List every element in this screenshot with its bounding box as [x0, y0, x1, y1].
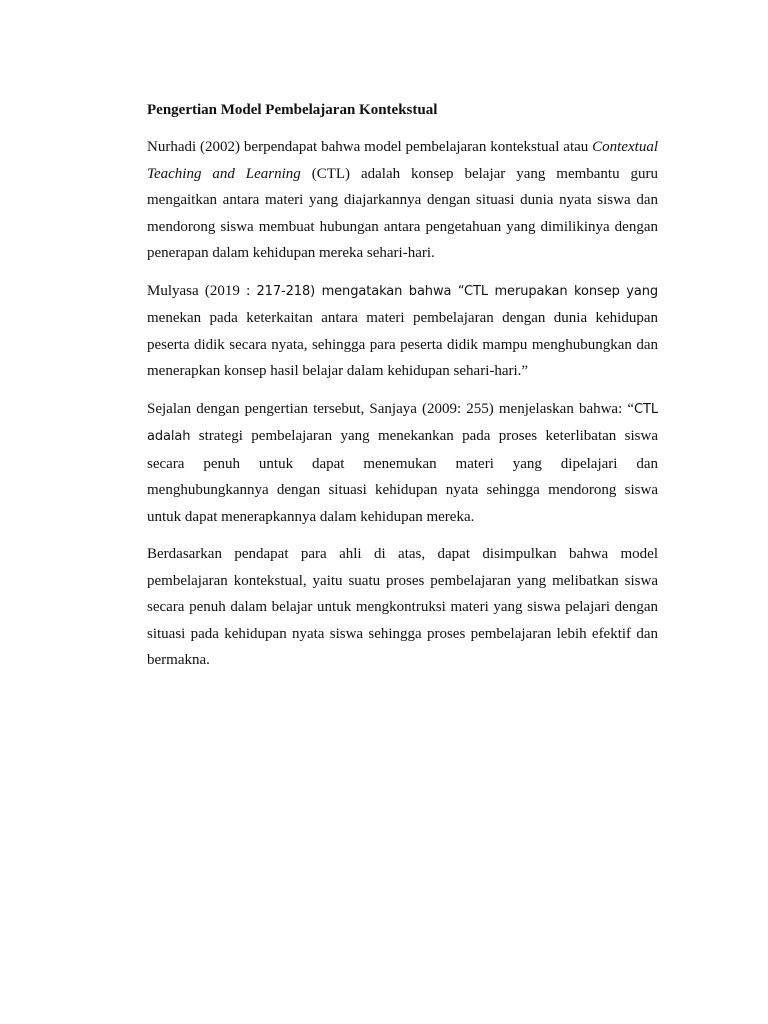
- paragraph-conclusion: Berdasarkan pendapat para ahli di atas, dapat disimpulkan bahwa model pembelajaran kontekstual, yaitu suatu proses pembelajaran yang melibatkan siswa secara penuh dalam belajar untuk mengkontruksi materi yang siswa pelajari dengan situasi pada kehidupan nyata siswa sehingga proses pembelajaran lebih efektif dan bermakna.: [147, 546, 658, 668]
- paragraph-sanjaya: [147, 396, 658, 531]
- paragraph-sanjaya-rest: strategi pembelajaran yang menekankan pada proses keterlibatan siswa secara penuh untuk dapat menemukan materi yang dipelajari dan menghubungkannya dengan situasi kehidupan nyata sehingga mendorong siswa untuk dapat menerapkannya dalam kehidupan mereka.: [147, 428, 658, 525]
- document-body: [147, 100, 658, 685]
- paragraph-sanjaya-sans-run: CTL adalah: [147, 401, 658, 444]
- paragraph-mulyasa-rest: menekan pada keterkaitan antara materi pembelajaran dengan dunia kehidupan peserta didik secara nyata, sehingga para peserta didik mampu menghubungkan dan menerapkan konsep hasil belajar dalam kehidupan sehari-hari.”: [147, 310, 658, 379]
- paragraph-mulyasa-sans-run: 217-218) mengatakan bahwa “CTL merupakan konsep yang: [256, 283, 658, 299]
- paragraph-mulyasa-lead: Mulyasa (2019 :: [147, 282, 257, 299]
- paragraph-nurhadi-lead: Nurhadi (2002) berpendapat bahwa model pembelajaran kontekstual atau: [147, 139, 593, 155]
- paragraph-nurhadi: [147, 134, 658, 267]
- paragraph-mulyasa: [147, 278, 658, 385]
- ctl-term-italic: Contextual Teaching and Learning: [147, 139, 658, 182]
- paragraph-nurhadi-rest: (CTL) adalah konsep belajar yang membantu guru mengaitkan antara materi yang diajarkannya dengan situasi dunia nyata siswa dan mendorong siswa membuat hubungan antara pengetahuan yang dimilikinya dengan penerapan dalam kehidupan mereka sehari-hari.: [147, 165, 659, 261]
- section-heading: Pengertian Model Pembelajaran Kontekstual: [147, 102, 438, 118]
- paragraph-sanjaya-lead: Sejalan dengan pengertian tersebut, Sanjaya (2009: 255) menjelaskan bahwa: “: [147, 400, 635, 417]
